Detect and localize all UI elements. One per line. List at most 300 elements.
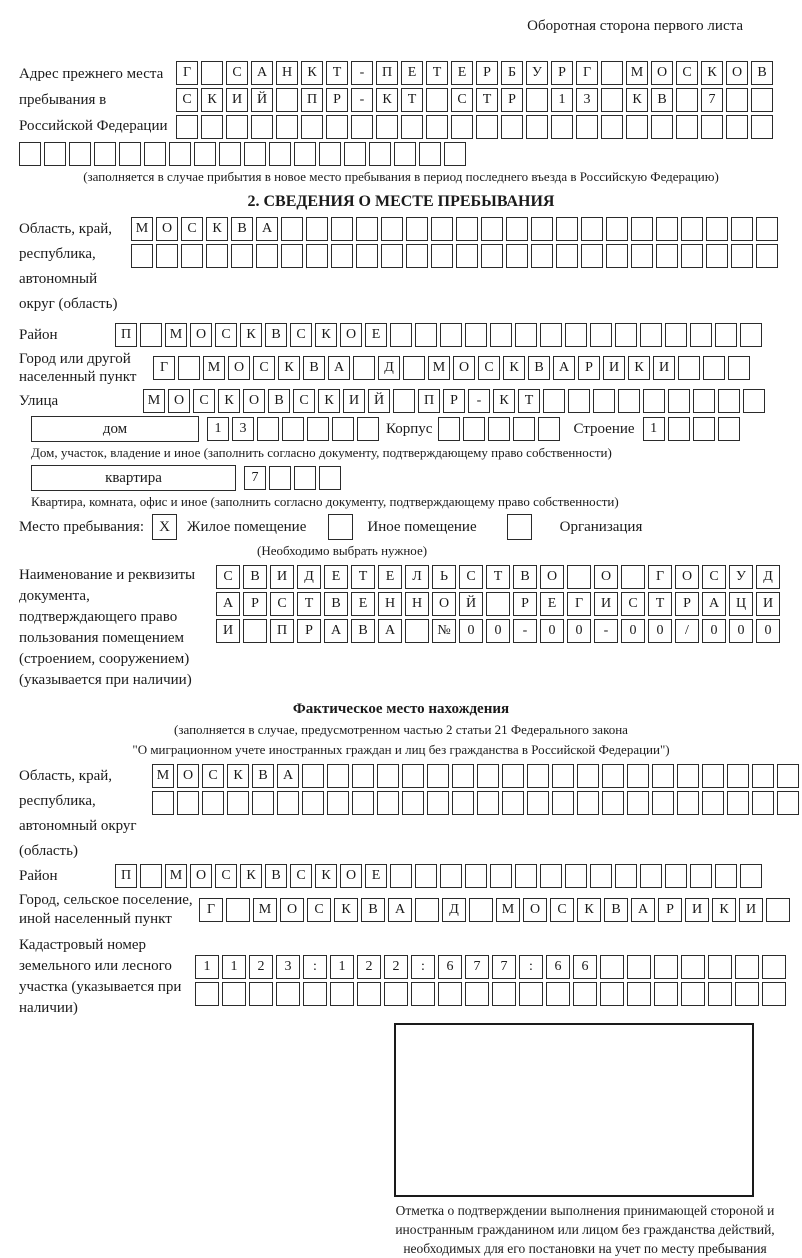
char-cell[interactable]: К: [315, 323, 337, 347]
char-cell[interactable]: Т: [326, 61, 348, 85]
char-cell[interactable]: [731, 244, 753, 268]
char-cell[interactable]: Л: [405, 565, 429, 589]
char-cell[interactable]: [405, 619, 429, 643]
char-cell[interactable]: [606, 244, 628, 268]
char-cell[interactable]: [490, 323, 512, 347]
char-cell[interactable]: С: [459, 565, 483, 589]
char-cell[interactable]: [640, 864, 662, 888]
char-cell[interactable]: 0: [756, 619, 780, 643]
char-cell[interactable]: Т: [426, 61, 448, 85]
char-cell[interactable]: [567, 565, 591, 589]
char-cell[interactable]: [656, 217, 678, 241]
char-cell[interactable]: [465, 982, 489, 1006]
char-cell[interactable]: [590, 323, 612, 347]
char-cell[interactable]: С: [270, 592, 294, 616]
char-cell[interactable]: [568, 389, 590, 413]
char-cell[interactable]: [477, 791, 499, 815]
char-cell[interactable]: [676, 88, 698, 112]
char-cell[interactable]: [394, 142, 416, 166]
char-cell[interactable]: В: [243, 565, 267, 589]
char-cell[interactable]: [301, 115, 323, 139]
char-cell[interactable]: Р: [675, 592, 699, 616]
char-cell[interactable]: [601, 115, 623, 139]
char-cell[interactable]: С: [702, 565, 726, 589]
char-cell[interactable]: [766, 898, 790, 922]
char-cell[interactable]: В: [528, 356, 550, 380]
char-cell[interactable]: 6: [438, 955, 462, 979]
char-cell[interactable]: [481, 244, 503, 268]
char-cell[interactable]: А: [631, 898, 655, 922]
char-cell[interactable]: [715, 323, 737, 347]
char-cell[interactable]: [384, 982, 408, 1006]
char-cell[interactable]: Н: [276, 61, 298, 85]
char-cell[interactable]: [677, 764, 699, 788]
char-cell[interactable]: Г: [176, 61, 198, 85]
char-cell[interactable]: [531, 217, 553, 241]
char-cell[interactable]: [477, 764, 499, 788]
char-cell[interactable]: [381, 217, 403, 241]
char-cell[interactable]: [419, 142, 441, 166]
char-cell[interactable]: [627, 955, 651, 979]
char-cell[interactable]: О: [651, 61, 673, 85]
char-cell[interactable]: О: [156, 217, 178, 241]
char-cell[interactable]: [565, 323, 587, 347]
char-cell[interactable]: [353, 356, 375, 380]
char-cell[interactable]: [728, 356, 750, 380]
char-cell[interactable]: [344, 142, 366, 166]
char-cell[interactable]: Н: [405, 592, 429, 616]
char-cell[interactable]: С: [193, 389, 215, 413]
char-cell[interactable]: [177, 791, 199, 815]
char-cell[interactable]: В: [361, 898, 385, 922]
char-cell[interactable]: Д: [442, 898, 466, 922]
char-cell[interactable]: 2: [357, 955, 381, 979]
char-cell[interactable]: Е: [351, 592, 375, 616]
char-cell[interactable]: 2: [249, 955, 273, 979]
char-cell[interactable]: А: [277, 764, 299, 788]
char-cell[interactable]: И: [594, 592, 618, 616]
char-cell[interactable]: [176, 115, 198, 139]
char-cell[interactable]: [330, 982, 354, 1006]
char-cell[interactable]: [426, 88, 448, 112]
char-cell[interactable]: Р: [501, 88, 523, 112]
char-cell[interactable]: [751, 115, 773, 139]
char-cell[interactable]: Ц: [729, 592, 753, 616]
char-cell[interactable]: [626, 115, 648, 139]
char-cell[interactable]: Е: [324, 565, 348, 589]
char-cell[interactable]: 0: [540, 619, 564, 643]
char-cell[interactable]: И: [216, 619, 240, 643]
char-cell[interactable]: [715, 864, 737, 888]
char-cell[interactable]: П: [418, 389, 440, 413]
char-cell[interactable]: [444, 142, 466, 166]
char-cell[interactable]: [681, 244, 703, 268]
char-cell[interactable]: [581, 244, 603, 268]
char-cell[interactable]: [546, 982, 570, 1006]
char-cell[interactable]: [481, 217, 503, 241]
char-cell[interactable]: [440, 323, 462, 347]
char-cell[interactable]: К: [201, 88, 223, 112]
stay-type-checkbox-organization[interactable]: [507, 514, 532, 540]
char-cell[interactable]: [319, 142, 341, 166]
char-cell[interactable]: П: [301, 88, 323, 112]
char-cell[interactable]: [718, 417, 740, 441]
char-cell[interactable]: А: [256, 217, 278, 241]
char-cell[interactable]: Р: [297, 619, 321, 643]
char-cell[interactable]: Д: [297, 565, 321, 589]
char-cell[interactable]: [654, 982, 678, 1006]
char-cell[interactable]: Т: [648, 592, 672, 616]
char-cell[interactable]: В: [324, 592, 348, 616]
char-cell[interactable]: 2: [384, 955, 408, 979]
char-cell[interactable]: [415, 898, 439, 922]
char-cell[interactable]: [276, 115, 298, 139]
char-cell[interactable]: [377, 791, 399, 815]
char-cell[interactable]: [377, 764, 399, 788]
char-cell[interactable]: О: [523, 898, 547, 922]
char-cell[interactable]: Т: [297, 592, 321, 616]
char-cell[interactable]: Н: [378, 592, 402, 616]
char-cell[interactable]: И: [685, 898, 709, 922]
char-cell[interactable]: 7: [701, 88, 723, 112]
char-cell[interactable]: И: [653, 356, 675, 380]
char-cell[interactable]: [735, 982, 759, 1006]
char-cell[interactable]: С: [451, 88, 473, 112]
char-cell[interactable]: В: [513, 565, 537, 589]
char-cell[interactable]: [621, 565, 645, 589]
char-cell[interactable]: [526, 88, 548, 112]
char-cell[interactable]: С: [290, 864, 312, 888]
char-cell[interactable]: [726, 115, 748, 139]
char-cell[interactable]: [369, 142, 391, 166]
char-cell[interactable]: [640, 323, 662, 347]
char-cell[interactable]: [119, 142, 141, 166]
char-cell[interactable]: [276, 982, 300, 1006]
char-cell[interactable]: С: [215, 323, 237, 347]
char-cell[interactable]: [302, 764, 324, 788]
char-cell[interactable]: О: [594, 565, 618, 589]
char-cell[interactable]: [627, 982, 651, 1006]
char-cell[interactable]: 0: [459, 619, 483, 643]
char-cell[interactable]: [194, 142, 216, 166]
char-cell[interactable]: [438, 982, 462, 1006]
char-cell[interactable]: Р: [578, 356, 600, 380]
stay-type-checkbox-other[interactable]: [328, 514, 353, 540]
char-cell[interactable]: [681, 982, 705, 1006]
char-cell[interactable]: [393, 389, 415, 413]
char-cell[interactable]: 3: [232, 417, 254, 441]
char-cell[interactable]: К: [227, 764, 249, 788]
char-cell[interactable]: С: [290, 323, 312, 347]
char-cell[interactable]: Р: [513, 592, 537, 616]
char-cell[interactable]: [381, 244, 403, 268]
char-cell[interactable]: [576, 115, 598, 139]
char-cell[interactable]: [486, 592, 510, 616]
char-cell[interactable]: С: [226, 61, 248, 85]
char-cell[interactable]: Т: [518, 389, 540, 413]
char-cell[interactable]: А: [388, 898, 412, 922]
char-cell[interactable]: [206, 244, 228, 268]
char-cell[interactable]: [601, 61, 623, 85]
char-cell[interactable]: Г: [648, 565, 672, 589]
char-cell[interactable]: [257, 417, 279, 441]
char-cell[interactable]: О: [340, 323, 362, 347]
char-cell[interactable]: [427, 764, 449, 788]
char-cell[interactable]: [601, 88, 623, 112]
char-cell[interactable]: [463, 417, 485, 441]
char-cell[interactable]: [740, 864, 762, 888]
char-cell[interactable]: О: [228, 356, 250, 380]
char-cell[interactable]: [602, 791, 624, 815]
char-cell[interactable]: :: [303, 955, 327, 979]
char-cell[interactable]: [456, 217, 478, 241]
char-cell[interactable]: [777, 791, 799, 815]
char-cell[interactable]: [431, 244, 453, 268]
char-cell[interactable]: №: [432, 619, 456, 643]
char-cell[interactable]: С: [181, 217, 203, 241]
char-cell[interactable]: [357, 417, 379, 441]
char-cell[interactable]: С: [253, 356, 275, 380]
char-cell[interactable]: :: [519, 955, 543, 979]
char-cell[interactable]: [590, 864, 612, 888]
char-cell[interactable]: [327, 764, 349, 788]
char-cell[interactable]: А: [553, 356, 575, 380]
char-cell[interactable]: М: [143, 389, 165, 413]
char-cell[interactable]: Р: [326, 88, 348, 112]
char-cell[interactable]: [693, 417, 715, 441]
char-cell[interactable]: [552, 791, 574, 815]
char-cell[interactable]: [327, 791, 349, 815]
char-cell[interactable]: [515, 323, 537, 347]
char-cell[interactable]: С: [293, 389, 315, 413]
char-cell[interactable]: 1: [195, 955, 219, 979]
char-cell[interactable]: -: [468, 389, 490, 413]
char-cell[interactable]: Е: [378, 565, 402, 589]
char-cell[interactable]: [492, 982, 516, 1006]
char-cell[interactable]: [226, 115, 248, 139]
char-cell[interactable]: [427, 791, 449, 815]
char-cell[interactable]: [615, 864, 637, 888]
char-cell[interactable]: [652, 764, 674, 788]
char-cell[interactable]: 7: [465, 955, 489, 979]
char-cell[interactable]: У: [729, 565, 753, 589]
char-cell[interactable]: Р: [658, 898, 682, 922]
char-cell[interactable]: [501, 115, 523, 139]
char-cell[interactable]: [651, 115, 673, 139]
char-cell[interactable]: П: [115, 864, 137, 888]
char-cell[interactable]: [627, 791, 649, 815]
char-cell[interactable]: 0: [621, 619, 645, 643]
char-cell[interactable]: [693, 389, 715, 413]
char-cell[interactable]: [506, 217, 528, 241]
char-cell[interactable]: [469, 898, 493, 922]
char-cell[interactable]: [551, 115, 573, 139]
char-cell[interactable]: [178, 356, 200, 380]
char-cell[interactable]: 1: [643, 417, 665, 441]
char-cell[interactable]: [556, 244, 578, 268]
char-cell[interactable]: [677, 791, 699, 815]
char-cell[interactable]: А: [216, 592, 240, 616]
char-cell[interactable]: :: [411, 955, 435, 979]
char-cell[interactable]: [452, 791, 474, 815]
char-cell[interactable]: Д: [756, 565, 780, 589]
char-cell[interactable]: В: [265, 864, 287, 888]
char-cell[interactable]: [600, 955, 624, 979]
char-cell[interactable]: А: [324, 619, 348, 643]
char-cell[interactable]: [195, 982, 219, 1006]
char-cell[interactable]: [502, 764, 524, 788]
char-cell[interactable]: [307, 417, 329, 441]
char-cell[interactable]: [282, 417, 304, 441]
char-cell[interactable]: [735, 955, 759, 979]
char-cell[interactable]: [376, 115, 398, 139]
char-cell[interactable]: [743, 389, 765, 413]
char-cell[interactable]: [331, 244, 353, 268]
char-cell[interactable]: Е: [365, 323, 387, 347]
char-cell[interactable]: С: [215, 864, 237, 888]
char-cell[interactable]: [465, 864, 487, 888]
char-cell[interactable]: [556, 217, 578, 241]
char-cell[interactable]: 1: [330, 955, 354, 979]
char-cell[interactable]: [156, 244, 178, 268]
char-cell[interactable]: [502, 791, 524, 815]
char-cell[interactable]: М: [152, 764, 174, 788]
char-cell[interactable]: О: [675, 565, 699, 589]
char-cell[interactable]: [526, 115, 548, 139]
char-cell[interactable]: М: [165, 323, 187, 347]
char-cell[interactable]: [357, 982, 381, 1006]
char-cell[interactable]: Р: [243, 592, 267, 616]
char-cell[interactable]: [356, 217, 378, 241]
char-cell[interactable]: [593, 389, 615, 413]
char-cell[interactable]: [227, 791, 249, 815]
char-cell[interactable]: О: [190, 864, 212, 888]
char-cell[interactable]: [306, 217, 328, 241]
char-cell[interactable]: [131, 244, 153, 268]
char-cell[interactable]: [490, 864, 512, 888]
char-cell[interactable]: И: [343, 389, 365, 413]
char-cell[interactable]: [426, 115, 448, 139]
char-cell[interactable]: [627, 764, 649, 788]
char-cell[interactable]: О: [340, 864, 362, 888]
char-cell[interactable]: [665, 864, 687, 888]
char-cell[interactable]: [654, 955, 678, 979]
char-cell[interactable]: [702, 791, 724, 815]
char-cell[interactable]: П: [376, 61, 398, 85]
char-cell[interactable]: В: [604, 898, 628, 922]
char-cell[interactable]: -: [351, 88, 373, 112]
char-cell[interactable]: [581, 217, 603, 241]
char-cell[interactable]: [403, 356, 425, 380]
char-cell[interactable]: [678, 356, 700, 380]
char-cell[interactable]: 0: [729, 619, 753, 643]
char-cell[interactable]: [740, 323, 762, 347]
char-cell[interactable]: Т: [401, 88, 423, 112]
char-cell[interactable]: [631, 217, 653, 241]
char-cell[interactable]: 1: [222, 955, 246, 979]
char-cell[interactable]: [668, 417, 690, 441]
char-cell[interactable]: [565, 864, 587, 888]
char-cell[interactable]: [540, 864, 562, 888]
char-cell[interactable]: [94, 142, 116, 166]
char-cell[interactable]: Д: [378, 356, 400, 380]
char-cell[interactable]: И: [270, 565, 294, 589]
char-cell[interactable]: В: [303, 356, 325, 380]
char-cell[interactable]: [19, 142, 41, 166]
char-cell[interactable]: 1: [207, 417, 229, 441]
char-cell[interactable]: [681, 217, 703, 241]
char-cell[interactable]: П: [115, 323, 137, 347]
char-cell[interactable]: Ь: [432, 565, 456, 589]
char-cell[interactable]: Й: [368, 389, 390, 413]
char-cell[interactable]: [140, 864, 162, 888]
char-cell[interactable]: 0: [486, 619, 510, 643]
char-cell[interactable]: Т: [476, 88, 498, 112]
char-cell[interactable]: [690, 323, 712, 347]
char-cell[interactable]: [727, 764, 749, 788]
char-cell[interactable]: [708, 982, 732, 1006]
char-cell[interactable]: [690, 864, 712, 888]
char-cell[interactable]: К: [334, 898, 358, 922]
char-cell[interactable]: 6: [546, 955, 570, 979]
char-cell[interactable]: С: [621, 592, 645, 616]
char-cell[interactable]: К: [301, 61, 323, 85]
char-cell[interactable]: [676, 115, 698, 139]
char-cell[interactable]: П: [270, 619, 294, 643]
char-cell[interactable]: [643, 389, 665, 413]
char-cell[interactable]: С: [307, 898, 331, 922]
char-cell[interactable]: [415, 864, 437, 888]
char-cell[interactable]: К: [318, 389, 340, 413]
char-cell[interactable]: [281, 217, 303, 241]
char-cell[interactable]: [181, 244, 203, 268]
char-cell[interactable]: -: [513, 619, 537, 643]
char-cell[interactable]: [411, 982, 435, 1006]
char-cell[interactable]: [319, 466, 341, 490]
char-cell[interactable]: [406, 244, 428, 268]
char-cell[interactable]: К: [376, 88, 398, 112]
char-cell[interactable]: [702, 764, 724, 788]
char-cell[interactable]: Й: [251, 88, 273, 112]
char-cell[interactable]: [351, 115, 373, 139]
char-cell[interactable]: [140, 323, 162, 347]
char-cell[interactable]: [256, 244, 278, 268]
char-cell[interactable]: /: [675, 619, 699, 643]
char-cell[interactable]: М: [428, 356, 450, 380]
char-cell[interactable]: [531, 244, 553, 268]
char-cell[interactable]: [701, 115, 723, 139]
char-cell[interactable]: [294, 466, 316, 490]
char-cell[interactable]: Г: [567, 592, 591, 616]
char-cell[interactable]: Г: [576, 61, 598, 85]
char-cell[interactable]: 0: [702, 619, 726, 643]
char-cell[interactable]: О: [168, 389, 190, 413]
char-cell[interactable]: [390, 864, 412, 888]
char-cell[interactable]: М: [131, 217, 153, 241]
char-cell[interactable]: К: [206, 217, 228, 241]
char-cell[interactable]: [538, 417, 560, 441]
char-cell[interactable]: Т: [486, 565, 510, 589]
char-cell[interactable]: [552, 764, 574, 788]
char-cell[interactable]: [752, 764, 774, 788]
char-cell[interactable]: К: [240, 864, 262, 888]
char-cell[interactable]: [332, 417, 354, 441]
char-cell[interactable]: [431, 217, 453, 241]
char-cell[interactable]: [306, 244, 328, 268]
char-cell[interactable]: Е: [540, 592, 564, 616]
char-cell[interactable]: Р: [551, 61, 573, 85]
char-cell[interactable]: [277, 791, 299, 815]
